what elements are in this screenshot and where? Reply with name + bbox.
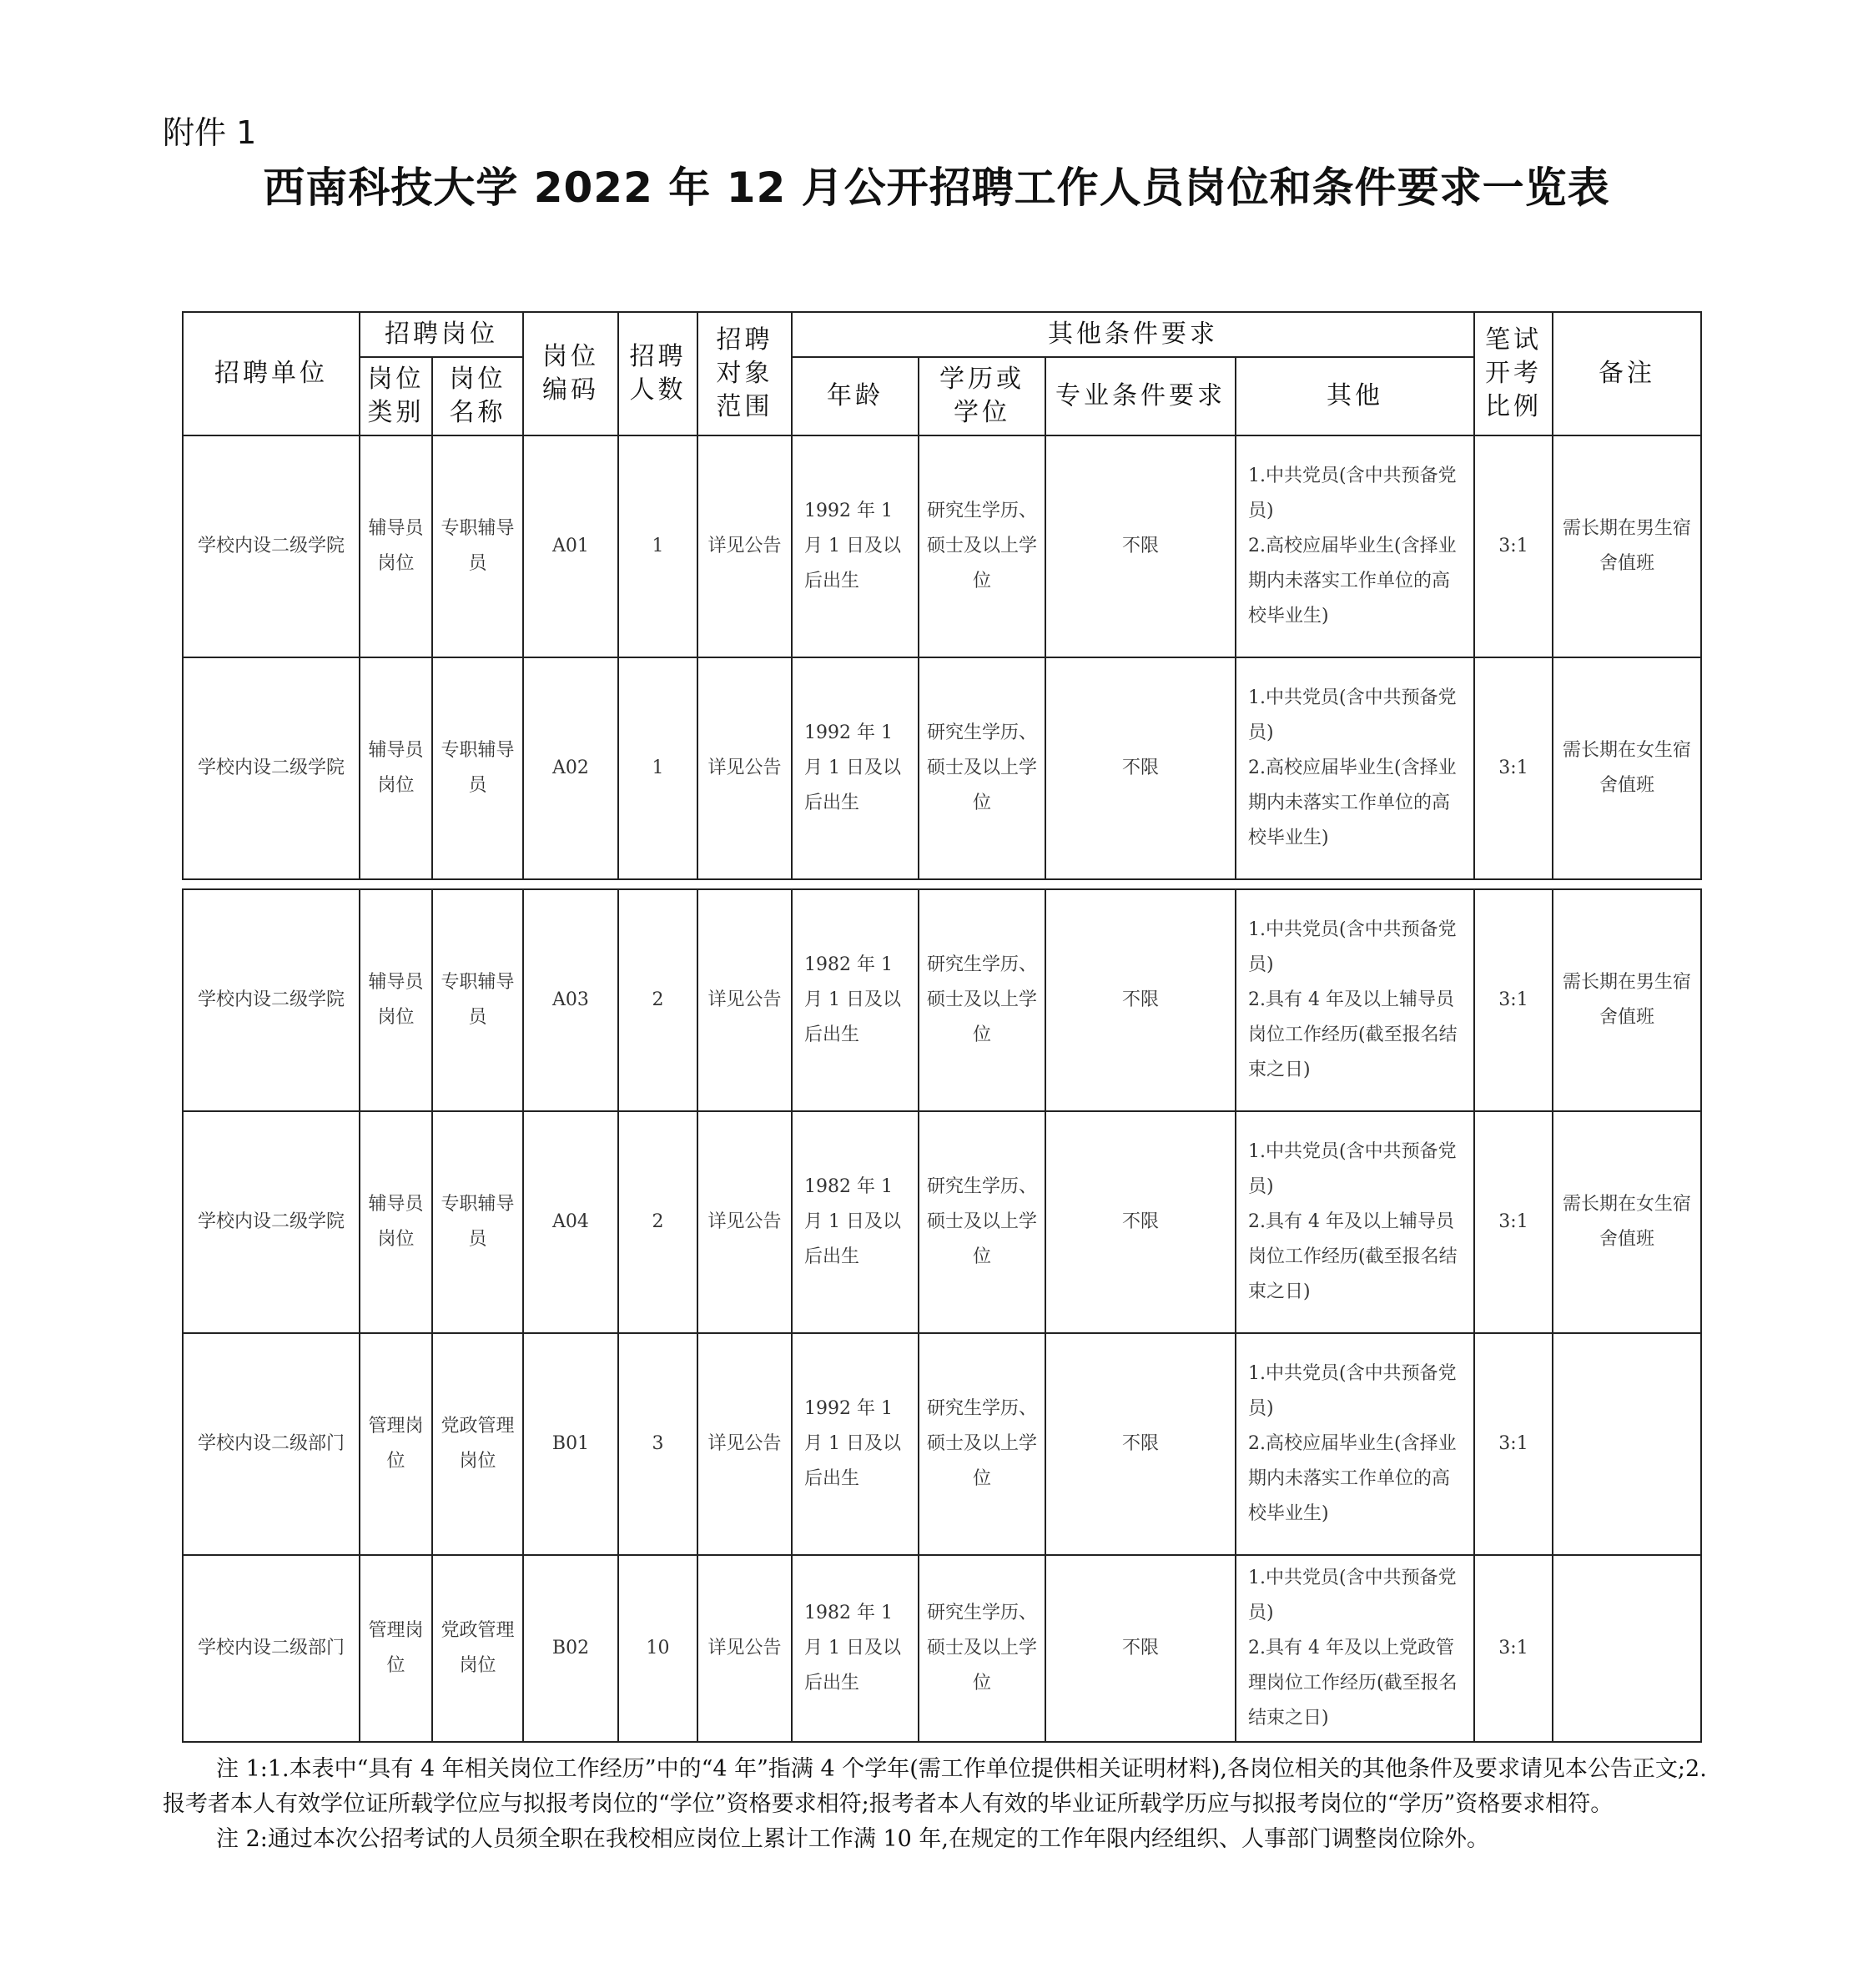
recruitment-table <box>182 311 1702 880</box>
header-scope: 招聘对象范围 <box>697 312 792 435</box>
cell-ratio: 3:1 <box>1474 889 1553 1111</box>
cell-scope: 详见公告 <box>697 889 792 1111</box>
other-item: 1.中共党员(含中共预备党员) <box>1248 466 1457 521</box>
header-post-name: 岗位名称 <box>432 357 523 435</box>
cell-name: 党政管理岗位 <box>432 1333 523 1555</box>
cell-remark: 需长期在男生宿舍值班 <box>1553 889 1701 1111</box>
table-row <box>183 435 1701 657</box>
cell-edu: 研究生学历、硕士及以上学位 <box>919 1333 1045 1555</box>
header-post-type: 岗位类别 <box>360 357 432 435</box>
other-item: 1.中共党员(含中共预备党员) <box>1248 919 1457 975</box>
cell-age: 1982 年 1 月 1 日及以后出生 <box>792 889 919 1111</box>
other-item: 1.中共党员(含中共预备党员) <box>1248 687 1457 743</box>
cell-ratio: 3:1 <box>1474 1555 1553 1742</box>
cell-code: A02 <box>523 657 618 879</box>
header-count: 招聘人数 <box>618 312 697 435</box>
cell-count: 2 <box>618 889 697 1111</box>
cell-count: 1 <box>618 435 697 657</box>
cell-other <box>1236 435 1474 657</box>
header-other-group: 其他条件要求 <box>792 312 1474 357</box>
cell-scope: 详见公告 <box>697 1555 792 1742</box>
cell-major: 不限 <box>1045 1111 1236 1333</box>
cell-ratio: 3:1 <box>1474 657 1553 879</box>
cell-remark: 需长期在男生宿舍值班 <box>1553 435 1701 657</box>
cell-unit: 学校内设二级学院 <box>183 435 360 657</box>
other-item: 1.中共党员(含中共预备党员) <box>1248 1363 1457 1419</box>
cell-major: 不限 <box>1045 657 1236 879</box>
cell-other <box>1236 657 1474 879</box>
footnote-2: 注 2:通过本次公招考试的人员须全职在我校相应岗位上累计工作满 10 年,在规定的工作年限内经组织、人事部门调整岗位除外。 <box>216 1826 1489 1852</box>
cell-other <box>1236 1111 1474 1333</box>
cell-major: 不限 <box>1045 435 1236 657</box>
other-item: 2.高校应届毕业生(含择业期内未落实工作单位的高校毕业生) <box>1248 536 1457 627</box>
cell-age: 1992 年 1 月 1 日及以后出生 <box>792 657 919 879</box>
cell-edu: 研究生学历、硕士及以上学位 <box>919 1111 1045 1333</box>
other-item: 1.中共党员(含中共预备党员) <box>1248 1141 1457 1197</box>
cell-code: A04 <box>523 1111 618 1333</box>
table-row <box>183 889 1701 1111</box>
cell-scope: 详见公告 <box>697 1111 792 1333</box>
header-ratio: 笔试开考比例 <box>1474 312 1553 435</box>
cell-edu: 研究生学历、硕士及以上学位 <box>919 1555 1045 1742</box>
cell-age: 1992 年 1 月 1 日及以后出生 <box>792 435 919 657</box>
cell-name: 专职辅导员 <box>432 435 523 657</box>
other-item: 2.具有 4 年及以上党政管理岗位工作经历(截至报名结束之日) <box>1248 1638 1458 1729</box>
cell-count: 1 <box>618 657 697 879</box>
cell-unit: 学校内设二级部门 <box>183 1333 360 1555</box>
header-age: 年龄 <box>792 357 919 435</box>
other-item: 2.高校应届毕业生(含择业期内未落实工作单位的高校毕业生) <box>1248 757 1457 848</box>
cell-name: 专职辅导员 <box>432 1111 523 1333</box>
page-title: 西南科技大学 2022 年 12 月公开招聘工作人员岗位和条件要求一览表 <box>263 164 1610 212</box>
cell-remark <box>1553 1555 1701 1742</box>
cell-ratio: 3:1 <box>1474 1333 1553 1555</box>
cell-major: 不限 <box>1045 1333 1236 1555</box>
other-item: 2.具有 4 年及以上辅导员岗位工作经历(截至报名结束之日) <box>1248 989 1458 1080</box>
cell-unit: 学校内设二级学院 <box>183 657 360 879</box>
table-row <box>183 1333 1701 1555</box>
header-major: 专业条件要求 <box>1045 357 1236 435</box>
table-row <box>183 1555 1701 1742</box>
cell-ratio: 3:1 <box>1474 1111 1553 1333</box>
cell-scope: 详见公告 <box>697 435 792 657</box>
cell-count: 10 <box>618 1555 697 1742</box>
attachment-label: 附件 1 <box>163 114 257 151</box>
footnotes <box>163 1752 1723 1857</box>
cell-major: 不限 <box>1045 889 1236 1111</box>
cell-count: 2 <box>618 1111 697 1333</box>
cell-scope: 详见公告 <box>697 1333 792 1555</box>
header-unit: 招聘单位 <box>183 312 360 435</box>
cell-major: 不限 <box>1045 1555 1236 1742</box>
cell-other <box>1236 889 1474 1111</box>
cell-code: B01 <box>523 1333 618 1555</box>
cell-code: A01 <box>523 435 618 657</box>
cell-other <box>1236 1333 1474 1555</box>
cell-type: 辅导员岗位 <box>360 889 432 1111</box>
cell-scope: 详见公告 <box>697 657 792 879</box>
cell-type: 辅导员岗位 <box>360 435 432 657</box>
header-other: 其他 <box>1236 357 1474 435</box>
cell-age: 1982 年 1 月 1 日及以后出生 <box>792 1111 919 1333</box>
cell-type: 管理岗位 <box>360 1333 432 1555</box>
cell-ratio: 3:1 <box>1474 435 1553 657</box>
header-edu: 学历或学位 <box>919 357 1045 435</box>
cell-unit: 学校内设二级部门 <box>183 1555 360 1742</box>
cell-type: 辅导员岗位 <box>360 657 432 879</box>
other-item: 2.具有 4 年及以上辅导员岗位工作经历(截至报名结束之日) <box>1248 1211 1458 1302</box>
cell-remark: 需长期在女生宿舍值班 <box>1553 657 1701 879</box>
table-row <box>183 1111 1701 1333</box>
cell-other <box>1236 1555 1474 1742</box>
cell-remark: 需长期在女生宿舍值班 <box>1553 1111 1701 1333</box>
header-post-group: 招聘岗位 <box>360 312 523 357</box>
cell-name: 专职辅导员 <box>432 657 523 879</box>
cell-type: 辅导员岗位 <box>360 1111 432 1333</box>
cell-code: A03 <box>523 889 618 1111</box>
table-row <box>183 657 1701 879</box>
cell-edu: 研究生学历、硕士及以上学位 <box>919 657 1045 879</box>
header-code: 岗位编码 <box>523 312 618 435</box>
footnote-1: 注 1:1.本表中“具有 4 年相关岗位工作经历”中的“4 年”指满 4 个学年(需工作单位提供相关证明材料),各岗位相关的其他条件及要求请见本公告正文;2.报考者本人有效学位证所载学位应与拟报考岗位的“学位”资格要求相符;报考者本人有效的毕业证所载学历应与拟报考岗位的“学历”资格要求相符。 <box>163 1756 1707 1817</box>
cell-remark <box>1553 1333 1701 1555</box>
cell-age: 1982 年 1 月 1 日及以后出生 <box>792 1555 919 1742</box>
other-item: 1.中共党员(含中共预备党员) <box>1248 1568 1457 1623</box>
cell-name: 专职辅导员 <box>432 889 523 1111</box>
cell-edu: 研究生学历、硕士及以上学位 <box>919 435 1045 657</box>
cell-count: 3 <box>618 1333 697 1555</box>
cell-type: 管理岗位 <box>360 1555 432 1742</box>
cell-code: B02 <box>523 1555 618 1742</box>
cell-unit: 学校内设二级学院 <box>183 1111 360 1333</box>
recruitment-table-continued <box>182 888 1702 1743</box>
header-remark: 备注 <box>1553 312 1701 435</box>
cell-age: 1992 年 1 月 1 日及以后出生 <box>792 1333 919 1555</box>
cell-unit: 学校内设二级学院 <box>183 889 360 1111</box>
cell-edu: 研究生学历、硕士及以上学位 <box>919 889 1045 1111</box>
other-item: 2.高校应届毕业生(含择业期内未落实工作单位的高校毕业生) <box>1248 1433 1457 1524</box>
cell-name: 党政管理岗位 <box>432 1555 523 1742</box>
